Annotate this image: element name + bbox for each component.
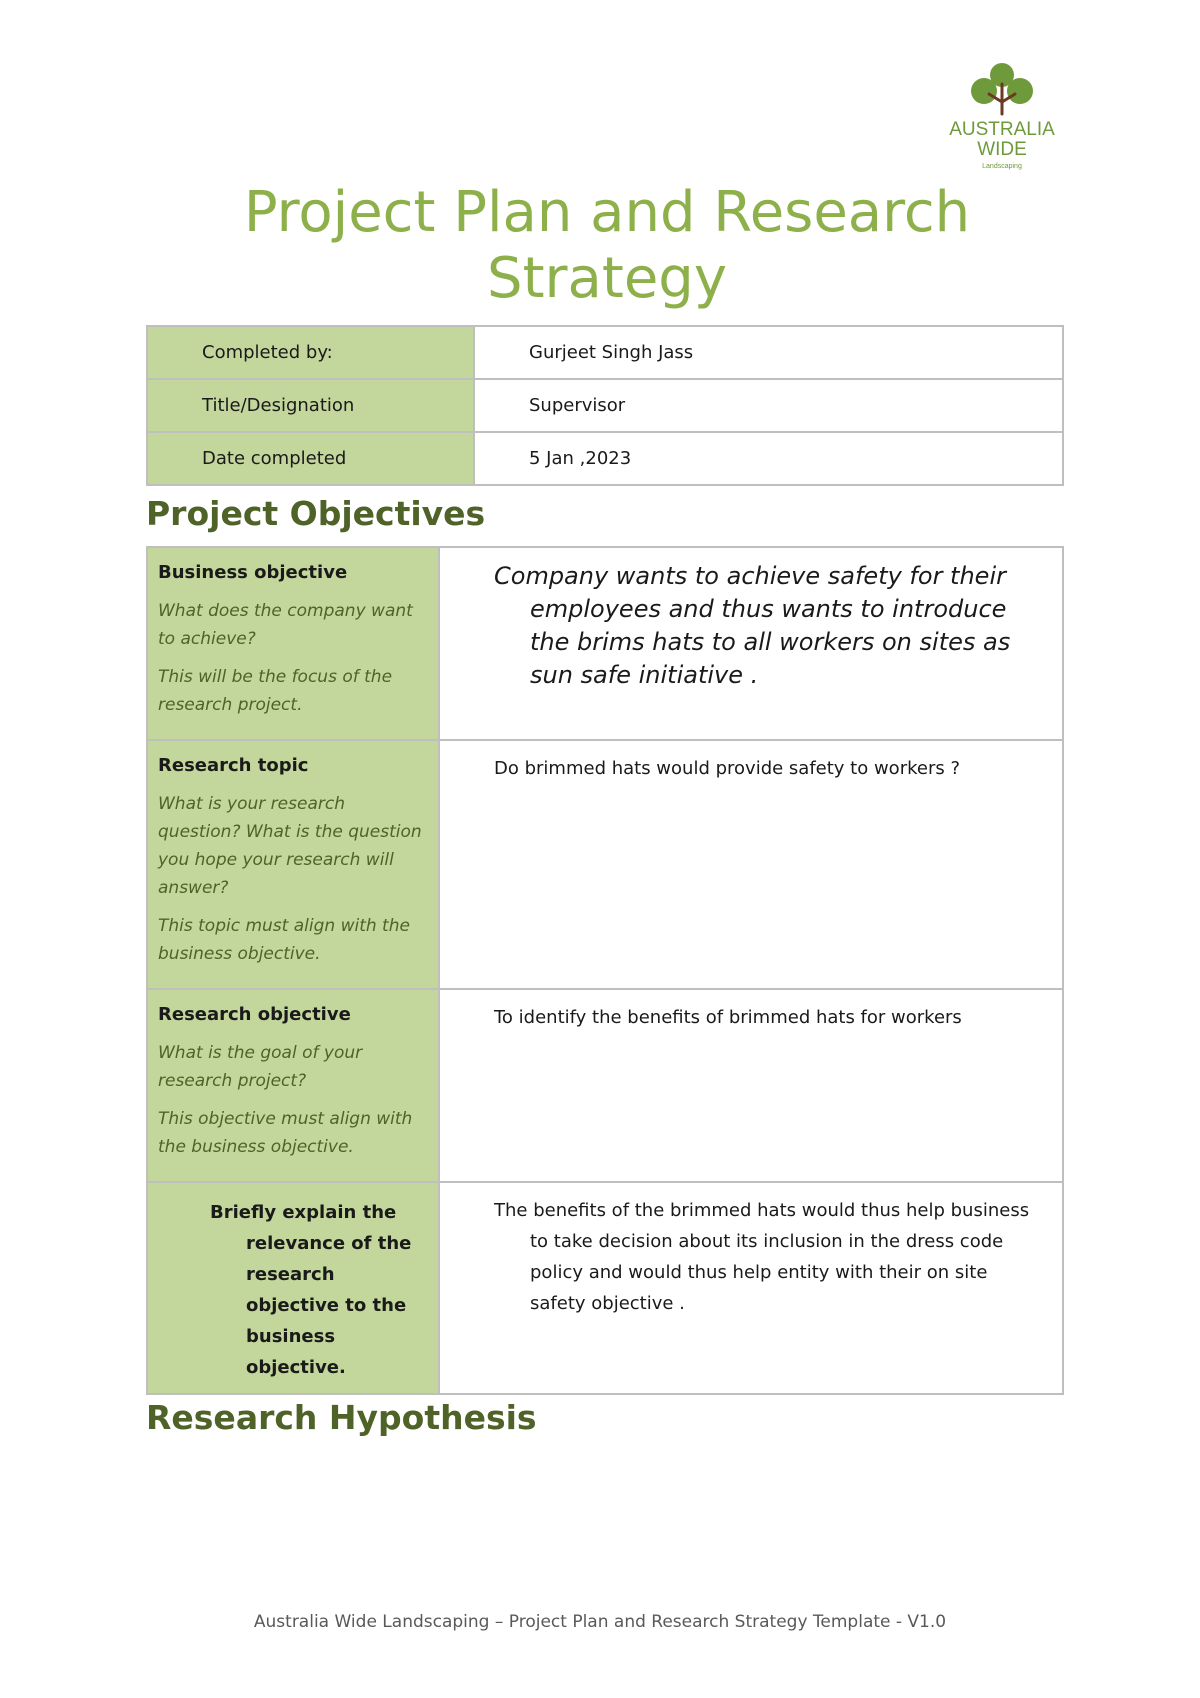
designation-label: Title/Designation <box>147 379 474 432</box>
research-objective-row <box>147 989 1063 1182</box>
research-topic-label-cell <box>147 740 439 989</box>
objectives-table <box>146 546 1064 1395</box>
research-topic-label: Research topic <box>158 755 309 776</box>
business-objective-prompt: What does the company want to achieve? <box>158 601 413 649</box>
relevance-value-cell <box>439 1182 1063 1394</box>
research-topic-value-cell <box>439 740 1063 989</box>
completed-by-value: Gurjeet Singh Jass <box>474 326 1063 379</box>
research-topic-row <box>147 740 1063 989</box>
logo-text-line1: AUSTRALIA <box>949 119 1055 140</box>
info-row <box>147 379 1063 432</box>
research-topic-value: Do brimmed hats would provide safety to workers ? <box>494 758 961 779</box>
tree-icon <box>967 62 1037 120</box>
logo-text-line3: Landscaping <box>982 163 1022 170</box>
research-objective-label-cell <box>147 989 439 1182</box>
info-row <box>147 326 1063 379</box>
relevance-row <box>147 1182 1063 1394</box>
info-table <box>146 325 1064 486</box>
document-title: Project Plan and Research Strategy <box>243 180 971 311</box>
research-objective-value-cell <box>439 989 1063 1182</box>
business-objective-value: Company wants to achieve safety for their employees and thus wants to introduce the brims hats to all workers on sites as sun safe initiative . <box>494 562 1011 689</box>
relevance-label-cell <box>147 1182 439 1394</box>
designation-value: Supervisor <box>474 379 1063 432</box>
research-topic-note: This topic must align with the business objective. <box>158 916 410 964</box>
relevance-value: The benefits of the brimmed hats would thus help business to take decision about its inclusion in the dress code policy and would thus help entity with their on site safety objective . <box>494 1200 1030 1314</box>
research-hypothesis-heading: Research Hypothesis <box>146 1398 537 1437</box>
research-objective-value: To identify the benefits of brimmed hats for workers <box>494 1007 962 1028</box>
date-completed-label: Date completed <box>147 432 474 485</box>
research-objective-note: This objective must align with the business objective. <box>158 1109 413 1157</box>
business-objective-row <box>147 547 1063 740</box>
business-objective-label: Business objective <box>158 562 348 583</box>
company-logo <box>940 62 1064 192</box>
business-objective-label-cell <box>147 547 439 740</box>
completed-by-label: Completed by: <box>147 326 474 379</box>
research-topic-prompt: What is your research question? What is the question you hope your research will answer? <box>158 794 422 898</box>
research-objective-label: Research objective <box>158 1004 351 1025</box>
info-row <box>147 432 1063 485</box>
logo-text-line2: WIDE <box>977 139 1027 160</box>
research-objective-prompt: What is the goal of your research project? <box>158 1043 363 1091</box>
date-completed-value: 5 Jan ,2023 <box>474 432 1063 485</box>
project-objectives-heading: Project Objectives <box>146 494 486 533</box>
business-objective-value-cell <box>439 547 1063 740</box>
relevance-label: Briefly explain the relevance of the research objective to the business objective. <box>210 1202 412 1378</box>
page-footer: Australia Wide Landscaping – Project Plan and Research Strategy Template - V1.0 <box>253 1612 947 1632</box>
business-objective-note: This will be the focus of the research project. <box>158 667 393 715</box>
